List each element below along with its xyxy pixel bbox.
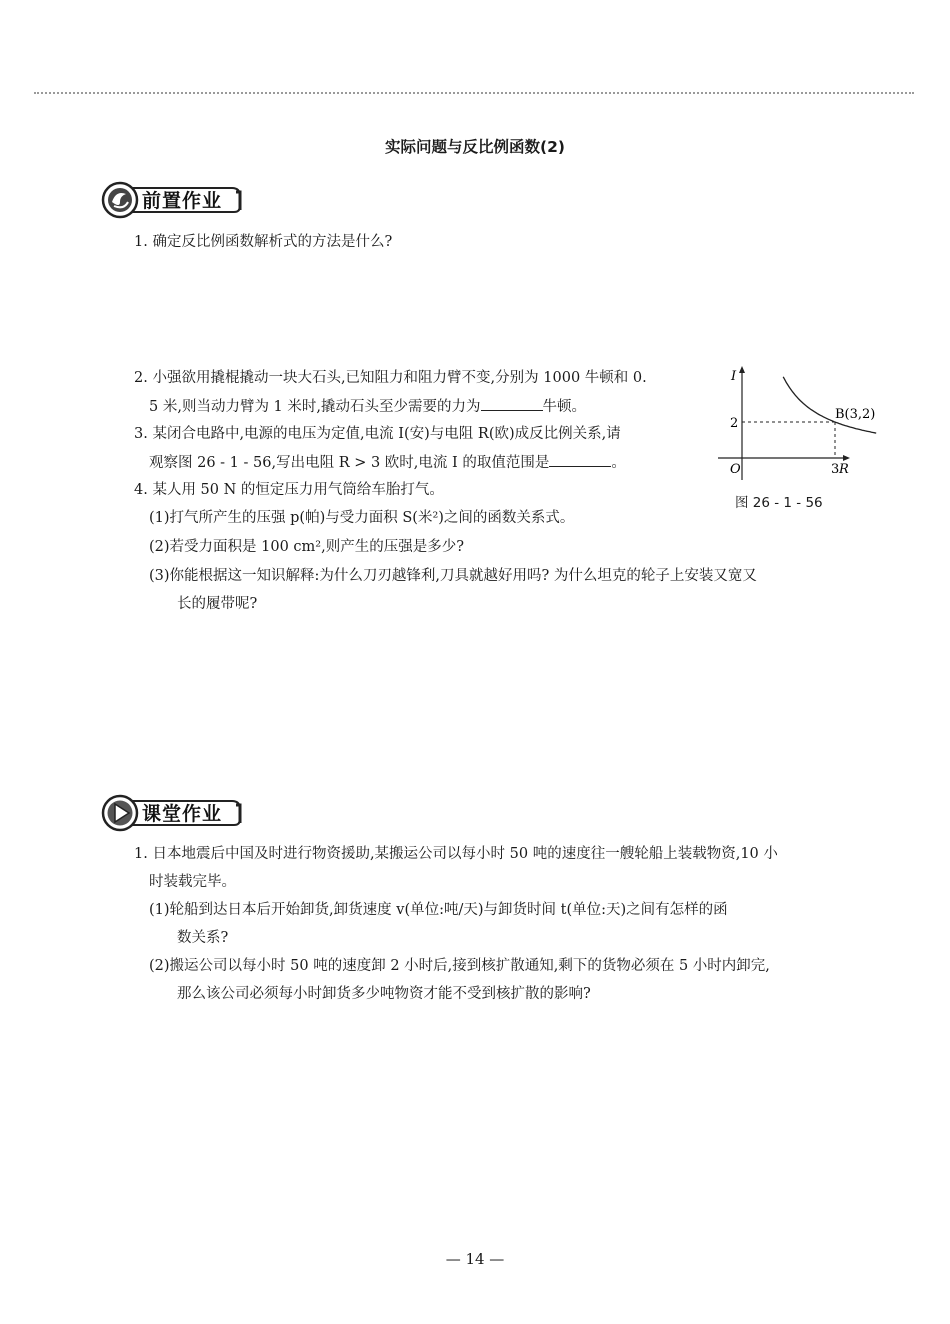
section-header-pre [100,180,260,220]
section-header-class [100,793,260,833]
question-text: 5 米,则当动力臂为 1 米时,撬动石头至少需要的力为 [149,399,481,415]
question-line: 2. 小强欲用撬棍撬动一块大石头,已知阻力和阻力臂不变,分别为 1000 牛顿和 0. [134,370,647,386]
y-axis-arrow [739,366,745,373]
sub-question-line: (1)打气所产生的压强 p(帕)与受力面积 S(米²)之间的函数关系式。 [149,510,575,526]
sub-question-line: (2)搬运公司以每小时 50 吨的速度卸 2 小时后,接到核扩散通知,剩下的货物必须在 5 小时内卸完, [149,958,770,974]
header-dotted-rule [34,92,914,94]
page-number: — 14 — [445,1250,505,1268]
question-line: 1. 确定反比例函数解析式的方法是什么? [134,234,393,250]
question-line: 时装载完毕。 [149,874,236,890]
section-label: 前置作业 [142,190,223,212]
x-tick-label: 3 [831,462,840,477]
sub-question-line: 数关系? [177,930,229,946]
sub-question-line: 长的履带呢? [177,596,258,612]
page-title: 实际问题与反比例函数(2) [385,138,565,156]
origin-label: O [730,462,741,477]
inverse-curve [783,377,876,433]
y-axis-label: I [731,369,737,384]
question-line [149,396,586,417]
answer-blank[interactable] [549,452,611,467]
question-text: 观察图 26 - 1 - 56,写出电阻 R > 3 欧时,电流 I 的取值范围是 [149,455,550,471]
sub-question-line: (2)若受力面积是 100 cm²,则产生的压强是多少? [149,539,464,555]
y-tick-label: 2 [730,416,739,431]
question-line: 3. 某闭合电路中,电源的电压为定值,电流 I(安)与电阻 R(欧)成反比例关系,请 [134,426,621,442]
sub-question-line: 那么该公司必须每小时卸货多少吨物资才能不受到核扩散的影响? [177,986,591,1002]
question-line: 4. 某人用 50 N 的恒定压力用气筒给车胎打气。 [134,482,444,498]
question-line [149,452,626,473]
answer-blank[interactable] [481,396,543,411]
question-line: 1. 日本地震后中国及时进行物资援助,某搬运公司以每小时 50 吨的速度往一艘轮船上装载物资,10 小 [134,846,778,862]
x-axis-arrow [843,455,850,461]
inverse-proportion-graph [710,360,876,485]
sub-question-line: (3)你能根据这一知识解释:为什么刀刃越锋利,刀具就越好用吗? 为什么坦克的轮子上安装又宽又 [149,568,757,584]
question-text: 。 [611,455,626,471]
point-label: B(3,2) [835,407,876,422]
x-axis-label: R [839,462,849,477]
sub-question-line: (1)轮船到达日本后开始卸货,卸货速度 v(单位:吨/天)与卸货时间 t(单位:天)之间有怎样的函 [149,902,728,918]
section-label: 课堂作业 [142,803,223,825]
figure-caption: 图 26 - 1 - 56 [735,495,823,511]
question-text: 牛顿。 [542,399,586,415]
